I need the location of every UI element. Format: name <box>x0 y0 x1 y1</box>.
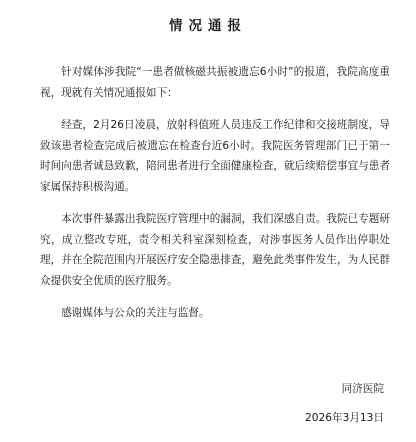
document-title: 情况通报 <box>169 18 247 34</box>
paragraph-thanks: 感谢媒体与公众的关注与监督。 <box>61 307 210 319</box>
paragraph-measures: 本次事件暴露出我院医疗管理中的漏洞，我们深感自责。我院已专题研究，成立整改专班，责令相关科室深刻检查，对涉事医务人员作出停职处理，并在全院范围内开展医疗安全隐患排查，避免此类事件发生，为人民群众提供安全优质的医疗服务。 <box>40 213 390 287</box>
signature-organization: 同济医院 <box>341 383 384 395</box>
document-body <box>40 62 390 336</box>
paragraph-findings: 经查，2月26日凌晨，放射科值班人员违反工作纪律和交接班制度，导致该患者检查完成后被遗忘在检查台近6小时。我院医务管理部门已于第一时间向患者诚恳致歉，陪同患者进行全面健康检查，就后续赔偿事宜与患者家属保持积极沟通。 <box>40 119 390 193</box>
paragraph-intro: 针对媒体涉我院“一患者做核磁共振被遗忘6小时”的报道，我院高度重视，现就有关情况通报如下： <box>40 66 390 99</box>
signature-date: 2026年3月13日 <box>305 412 384 424</box>
